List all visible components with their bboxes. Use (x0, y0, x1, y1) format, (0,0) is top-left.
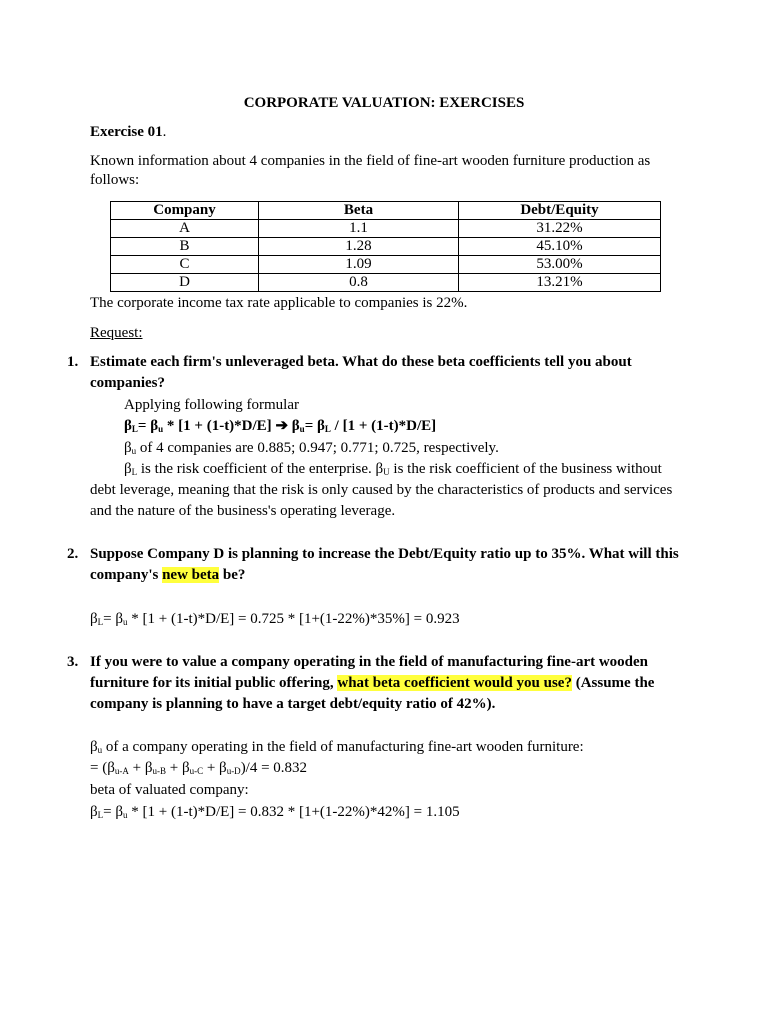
request-label: Request: (90, 325, 143, 341)
table-header-beta: Beta (259, 202, 459, 220)
q1-applying-line: Applying following formular (124, 397, 299, 413)
table-cell: 1.28 (259, 238, 459, 256)
q3-line-1: $\beta_u$ of a company operating in the field of manufacturing fine-art wooden furniture: (90, 739, 584, 755)
table-cell: 31.22% (459, 220, 661, 238)
table-header-row (111, 202, 661, 220)
company-table (110, 201, 661, 292)
highlight-new-beta: new beta (162, 567, 220, 583)
table-row (111, 238, 661, 256)
table-cell: 1.1 (259, 220, 459, 238)
highlight-beta-question: what beta coefficient would you use? (337, 675, 572, 691)
question-1-number: 1. (67, 354, 79, 370)
table-cell: C (111, 256, 259, 274)
q3-line-3: beta of valuated company: (90, 782, 249, 798)
exercise-suffix: . (162, 124, 167, 140)
table-cell: B (111, 238, 259, 256)
exercise-label: Exercise 01 (90, 124, 163, 140)
page-title: CORPORATE VALUATION: EXERCISES (243, 95, 525, 111)
question-1-text: Estimate each firm's unleveraged beta. What do these beta coefficients tell you about companies? (90, 354, 632, 391)
table-header-company: Company (111, 202, 259, 220)
table-row (111, 220, 661, 238)
question-3-text: If you were to value a company operating in the field of manufacturing fine-art wooden furniture for its initial public offering, what beta coefficient would you use? (Assume the company is planning to have a target debt/equity ratio of 42%). (90, 654, 655, 712)
q1-formula-line: $\beta_L= \beta_u * [1 + (1-t)*D/E]$ ➔ $\beta_u= \beta_L / [1 + (1-t)*D/E]$ (124, 418, 437, 434)
table-cell: D (111, 274, 259, 292)
q3-line-4: $\beta_L= \beta_u * [1 + (1-t)*D/E] = 0.832 * [1+(1-22\%)*42\%] = 1.105$ (90, 804, 460, 820)
exercise-heading (90, 122, 166, 143)
question-2-text: Suppose Company D is planning to increase the Debt/Equity ratio up to 35%. What will this company's new beta be? (90, 546, 679, 583)
q1-result-line: $\beta_u$ of 4 companies are 0.885; 0.947; 0.771; 0.725, respectively. (124, 440, 499, 456)
intro-paragraph: Known information about 4 companies in the field of fine-art wooden furniture production as follows: (90, 153, 651, 188)
table-cell: 1.09 (259, 256, 459, 274)
question-3-number: 3. (67, 654, 79, 670)
table-row (111, 256, 661, 274)
arrow-icon: ➔ (275, 418, 289, 434)
table-cell: 53.00% (459, 256, 661, 274)
table-cell: 13.21% (459, 274, 661, 292)
q3-line-2: = $(\beta_{u-A} + \beta_{u-B} + \beta_{u-C} + \beta_{u-D})/4 = 0.832$ (90, 760, 308, 776)
table-cell: A (111, 220, 259, 238)
q1-explanation: $\beta_L$ is the risk coefficient of the enterprise. $\beta_U$ is the risk coefficient of the business without debt leverage, meaning that the risk is only caused by the characteristics of products and services and the nature of the business's operating leverage. (90, 461, 673, 519)
table-header-debt-equity: Debt/Equity (459, 202, 661, 220)
table-row (111, 274, 661, 292)
table-cell: 0.8 (259, 274, 459, 292)
table-cell: 45.10% (459, 238, 661, 256)
question-2-number: 2. (67, 546, 79, 562)
tax-note: The corporate income tax rate applicable to companies is 22%. (90, 295, 468, 311)
q2-calculation: $\beta_L= \beta_u * [1 + (1-t)*D/E] = 0.725 * [1+(1-22\%)*35\%] = 0.923$ (90, 611, 460, 627)
